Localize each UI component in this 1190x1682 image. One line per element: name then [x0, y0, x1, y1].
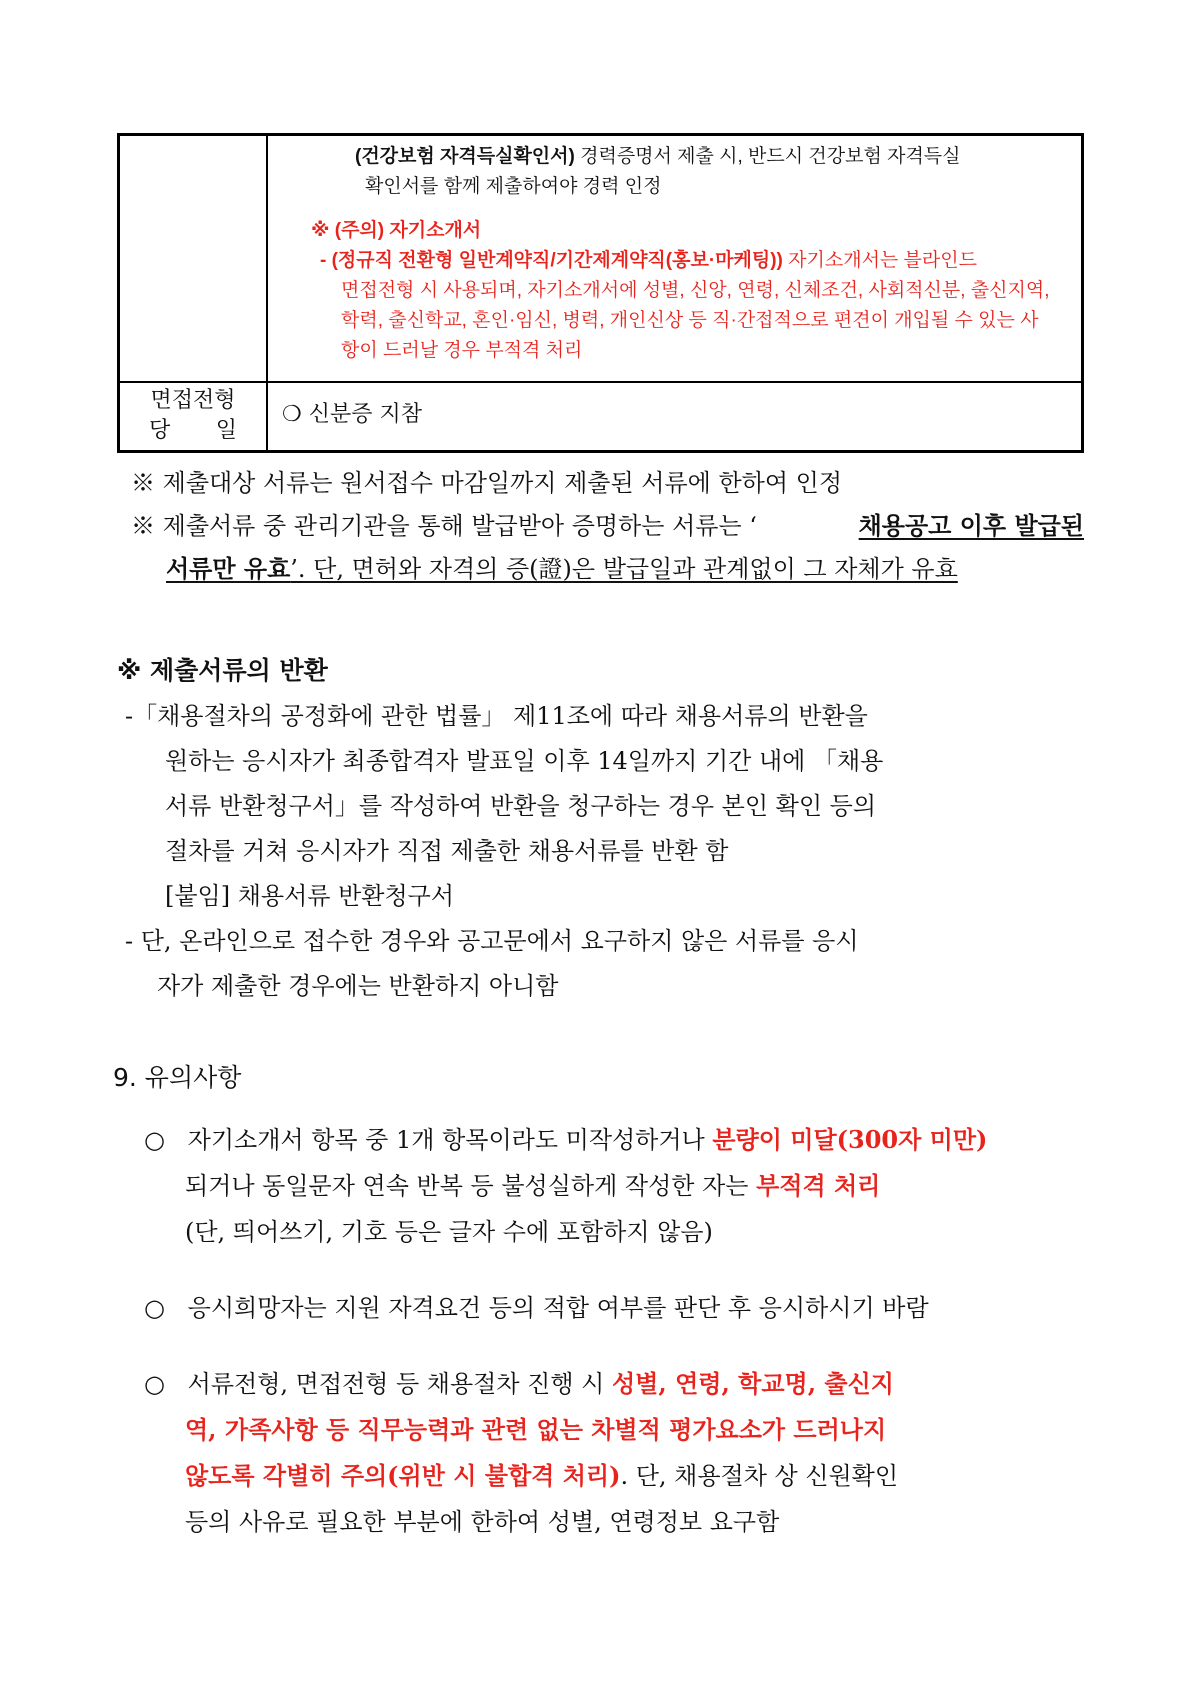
- caution-line1: [268, 246, 1081, 276]
- table-cell-requirements: [267, 135, 1083, 383]
- table-row: [119, 135, 1083, 383]
- caution-title: ※ (주의) 자기소개서: [311, 220, 482, 241]
- item-text: 되거나 동일문자 연속 반복 등 불성실하게 작성한 자는: [185, 1172, 749, 1200]
- health-insurance-text: 경력증명서 제출 시, 반드시 건강보험 자격득실: [580, 146, 961, 167]
- return-section-title: ※ 제출서류의 반환: [117, 656, 328, 685]
- caution-item-3-line3: [185, 1456, 898, 1491]
- caution-lead: - (정규직 전환형 일반계약직/기간제계약직(홍보·마케팅)): [320, 250, 783, 271]
- caution-lead-rest: 자기소개서는 블라인드: [788, 250, 977, 271]
- item-text: 자기소개서 항목 중 1개 항목이라도 미작성하거나: [187, 1126, 705, 1154]
- caution-item-1: [144, 1120, 987, 1155]
- table-cell-empty: [119, 135, 268, 383]
- item-text: . 단, 채용절차 상 신원확인: [620, 1462, 899, 1490]
- interview-value: 신분증 지참: [308, 402, 422, 427]
- return-paragraph-line: -「채용절차의 공정화에 관한 법률」 제11조에 따라 채용서류의 반환을: [125, 702, 868, 730]
- health-insurance-heading: (건강보험 자격득실확인서): [355, 146, 575, 167]
- note-valid-documents: [166, 549, 958, 584]
- interview-value-cell: [267, 382, 1083, 452]
- caution-item-2: [144, 1288, 929, 1323]
- return-paragraph-line: 원하는 응시자가 최종합격자 발표일 이후 14일까지 기간 내에 「채용: [165, 747, 884, 775]
- return-paragraph-line: - 단, 온라인으로 접수한 경우와 공고문에서 요구하지 않은 서류를 응시: [125, 927, 859, 955]
- caution-line4: 항이 드러날 경우 부적격 처리: [341, 340, 583, 361]
- circle-bullet-icon: ○: [144, 1126, 165, 1154]
- caution-item-1-line3: (단, 띄어쓰기, 기호 등은 글자 수에 포함하지 않음): [185, 1218, 713, 1246]
- note-submission-deadline: [131, 463, 842, 498]
- health-insurance-line2: 확인서를 함께 제출하여야 경력 인정: [365, 176, 662, 197]
- interview-label-char1: 당: [149, 418, 171, 443]
- caution-line2: 면접전형 시 사용되며, 자기소개서에 성별, 신앙, 연령, 신체조건, 사회적신분, 출신지역,: [341, 280, 1050, 301]
- item-text: 서류전형, 면접전형 등 채용절차 진행 시: [187, 1370, 605, 1398]
- note-emphasis: 채용공고 이후 발급된: [858, 511, 1084, 540]
- item-emphasis: 성별, 연령, 학교명, 출신지: [612, 1369, 894, 1398]
- item-emphasis: 부적격 처리: [756, 1171, 881, 1200]
- caution-item-3-line2: 역, 가족사항 등 직무능력과 관련 없는 차별적 평가요소가 드러나지: [185, 1415, 887, 1444]
- item-emphasis: 않도록 각별히 주의(위반 시 불합격 처리): [185, 1461, 621, 1490]
- note-text: ※ 제출서류 중 관리기관을 통해 발급받아 증명하는 서류는 ‘: [131, 512, 757, 540]
- interview-label-line1: 면접전형: [150, 388, 236, 413]
- circle-bullet-icon: ○: [144, 1370, 165, 1398]
- table-row: [119, 382, 1083, 452]
- caution-line3: 학력, 출신학교, 혼인·임신, 병력, 개인신상 등 직·간접적으로 편견이 개입될 수 있는 사: [341, 310, 1039, 331]
- item-emphasis: 분량이 미달(300자 미만): [712, 1125, 988, 1154]
- note-text: ※ 제출대상 서류는 원서접수 마감일까지 제출된 서류에 한하여 인정: [131, 469, 842, 497]
- note-text: ’. 단, 면허와 자격의 증(證)은 발급일과 관계없이 그 자체가 유효: [290, 555, 958, 583]
- health-insurance-line1: [268, 142, 1081, 172]
- document-table: [117, 133, 1084, 453]
- return-paragraph-line: 절차를 거쳐 응시자가 직접 제출한 채용서류를 반환 함: [165, 837, 729, 865]
- caution-item-1-line2: [185, 1166, 880, 1201]
- note-emphasis: 서류만 유효: [166, 554, 291, 583]
- caution-item-3: [144, 1364, 894, 1399]
- circle-bullet-icon: ○: [144, 1294, 165, 1322]
- return-paragraph-line: 서류 반환청구서」를 작성하여 반환을 청구하는 경우 본인 확인 등의: [165, 792, 876, 820]
- note-issued-documents: [131, 506, 1084, 541]
- attachment-reference: [붙임] 채용서류 반환청구서: [165, 882, 455, 910]
- caution-item-3-line4: 등의 사유로 필요한 부분에 한하여 성별, 연령정보 요구함: [185, 1508, 780, 1536]
- interview-label-char2: 일: [215, 418, 237, 443]
- section-title: 9. 유의사항: [113, 1063, 242, 1092]
- bullet-icon: ❍: [282, 402, 302, 427]
- item-text: 응시희망자는 지원 자격요건 등의 적합 여부를 판단 후 응시하시기 바람: [187, 1294, 929, 1322]
- interview-label-cell: [119, 382, 268, 452]
- return-paragraph-line: 자가 제출한 경우에는 반환하지 아니함: [157, 972, 559, 1000]
